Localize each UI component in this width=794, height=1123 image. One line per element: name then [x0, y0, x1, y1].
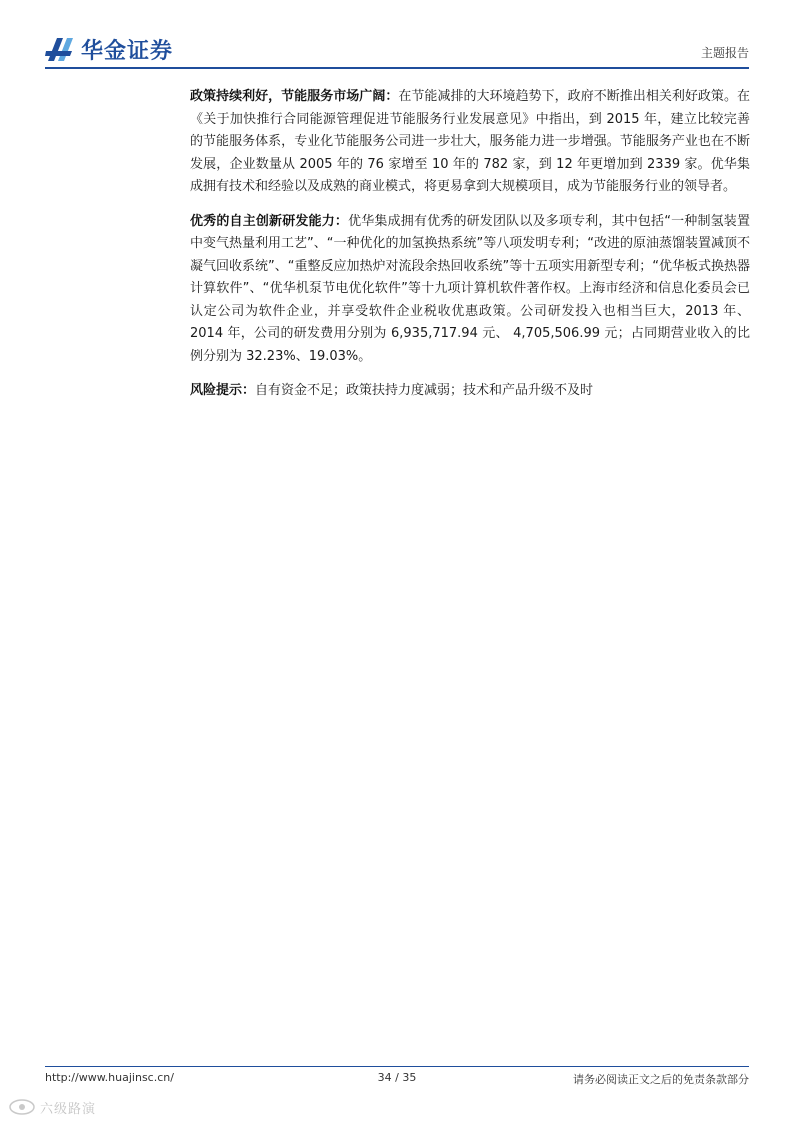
footer-url[interactable]: http://www.huajinsc.cn/ — [45, 1071, 174, 1084]
paragraph-body: 自有资金不足；政策扶持力度减弱；技术和产品升级不及时 — [255, 383, 594, 398]
page-header — [45, 30, 749, 66]
logo-text: 华金证券 — [81, 38, 174, 64]
paragraph-body: 在节能减排的大环境趋势下，政府不断推出相关利好政策。在《关于加快推行合同能源管理促进节能服务行业发展意见》中指出，到 2015 年，建立比较完善的节能服务体系，专业化节能服务公司进一步壮大，服务能力进一步增强。节能服务产业也在不断发展，企业数量从 2005 年的 76 家增至 10 年的 782 家，到 12 年更增加到 2339 家。优华集成拥有技术和经验以及成熟的商业模式，将更易拿到大规模项目，成为节能服务行业的领导者。 — [190, 89, 750, 194]
paragraph-lead: 优秀的自主创新研发能力： — [190, 213, 349, 229]
page-footer — [45, 1071, 749, 1087]
paragraph-rnd — [190, 211, 750, 369]
report-type-label: 主题报告 — [700, 46, 749, 60]
header-divider — [45, 67, 749, 69]
watermark — [8, 1098, 96, 1116]
company-logo — [45, 34, 173, 64]
paragraph-lead: 政策持续利好，节能服务市场广阔： — [190, 89, 399, 104]
page-number: 34 / 35 — [377, 1071, 417, 1084]
watermark-text: 六级路演 — [40, 1101, 97, 1117]
footer-divider — [45, 1066, 749, 1067]
logo-icon — [45, 34, 75, 64]
paragraph-lead: 风险提示： — [190, 383, 256, 398]
main-content — [190, 86, 750, 415]
paragraph-body: 优华集成拥有优秀的研发团队以及多项专利，其中包括“一种制氢装置中变气热量利用工艺”、“一种优化的加氢换热系统”等八项发明专利；“改进的原油蒸馏装置减顶不凝气回收系统”、“重整反应加热炉对流段余热回收系统”等十五项实用新型专利；“优华板式换热器计算软件”、“优华机泵节电优化软件”等十九项计算机软件著作权。上海市经济和信息化委员会已认定公司为软件企业，并享受软件企业税收优惠政策。公司研发投入也相当巨大，2013 年、2014 年，公司的研发费用分别为 6,935,717.94 元、 4,705,506.99 元；占同期营业收入的比例分别为 32.23%、19.03%。 — [190, 213, 750, 364]
footer-disclaimer: 请务必阅读正文之后的免责条款部分 — [573, 1073, 749, 1086]
eye-icon — [8, 1098, 36, 1116]
paragraph-policy — [190, 86, 750, 199]
paragraph-risk — [190, 380, 750, 403]
